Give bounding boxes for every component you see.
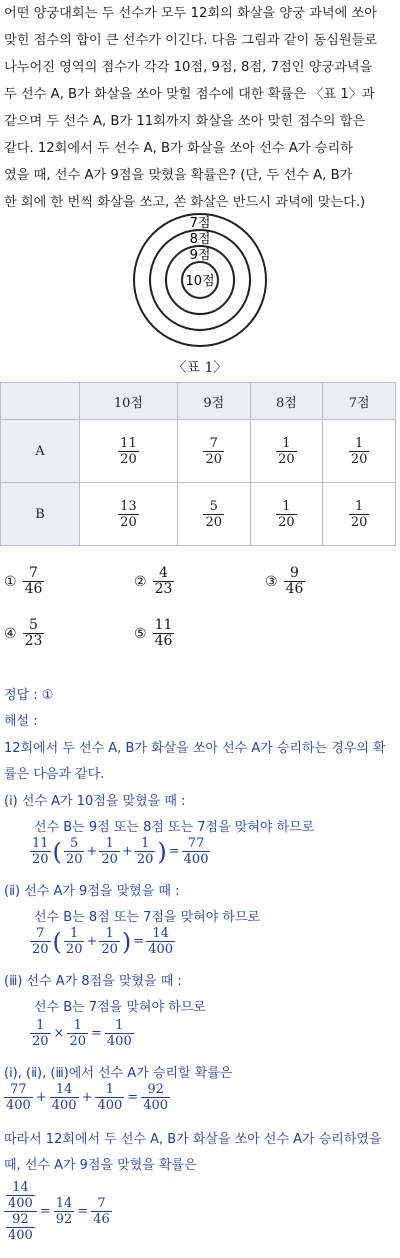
question-line: 같으며 두 선수 A, B가 11회까지 화살을 쏘아 맞힌 점수의 합은 [4,114,366,129]
target-label-10: 10점 [185,274,215,289]
question-text [4,0,398,216]
case-2-formula: $\frac{7}{20}$ ( $\frac{1}{20}$ + $\frac{1}{20}$ ) = $\frac{14}{400}$ [32,926,174,957]
solution-heading: 해설 : [4,714,38,729]
target-label-7: 7점 [189,216,211,231]
table-cell: $\frac{7}{20}$ [177,420,250,483]
table-cell: $\frac{5}{20}$ [177,483,250,546]
table-row [1,483,396,546]
choice-2[interactable]: ② $\frac{4}{23}$ [134,565,173,597]
table-cell: $\frac{11}{20}$ [80,420,178,483]
table-header-cell: 7점 [323,383,396,420]
row-label: A [1,420,80,483]
choice-5[interactable]: ⑤ $\frac{11}{46}$ [134,617,173,649]
question-line: 였을 때, 선수 A가 9점을 맞혔을 확률은? (단, 두 선수 A, B가 [4,168,353,183]
table-header-cell: 10점 [80,383,178,420]
sum-title: (ⅰ), (ⅱ), (ⅲ)에서 선수 A가 승리할 확률은 [4,1066,233,1081]
row-label: B [1,483,80,546]
table-row [1,420,396,483]
case-1-formula: $\frac{11}{20}$ ( $\frac{5}{20}$ + $\frac{1}{20}$ + $\frac{1}{20}$ ) = $\frac{77}{400}$ [32,836,209,867]
choice-1[interactable]: ① $\frac{7}{46}$ [4,565,43,597]
table-cell: $\frac{1}{20}$ [250,420,323,483]
table-cell: $\frac{1}{20}$ [323,420,396,483]
question-line: 나누어진 영역의 점수가 각각 10점, 9점, 8점, 7점인 양궁과녁을 [4,60,373,75]
question-line: 어떤 양궁대회는 두 선수가 모두 12회의 화살을 양궁 과녁에 쏘아 [4,6,377,21]
final-formula: $\frac{\frac{14}{400}}{\frac{92}{400}}$ = $\frac{14}{92}$ = $\frac{7}{46}$ [4,1180,112,1243]
table-cell: $\frac{1}{20}$ [323,483,396,546]
choice-4[interactable]: ④ $\frac{5}{23}$ [4,617,43,649]
table-header-cell: 8점 [250,383,323,420]
case-1-title: (ⅰ) 선수 A가 10점을 맞혔을 때 : [4,794,186,809]
case-3-desc: 선수 B는 7점을 맞혀야 하므로 [34,1000,206,1015]
case-3-title: (ⅲ) 선수 A가 8점을 맞혔을 때 : [4,974,182,989]
solution-intro: 률은 다음과 같다. [4,767,105,782]
solution-intro: 12회에서 두 선수 A, B가 화살을 쏘아 선수 A가 승리하는 경우의 확 [4,741,386,756]
choice-3[interactable]: ③ $\frac{9}{46}$ [265,565,304,597]
table-caption: 〈표 1〉 [172,360,228,376]
question-line: 두 선수 A, B가 화살을 쏘아 맞힐 점수에 대한 확률은 〈표 1〉과 [4,87,375,102]
question-line: 같다. 12회에서 두 선수 A, B가 화살을 쏘아 선수 A가 승리하 [4,141,353,156]
probability-table [0,382,396,546]
answer-line: 정답 : ① [4,688,54,703]
target-label-8: 8점 [189,232,211,247]
target-label-9: 9점 [189,248,211,263]
sum-formula: $\frac{77}{400}$ + $\frac{14}{400}$ + $\frac{1}{400}$ = $\frac{92}{400}$ [6,1082,169,1113]
case-2-title: (ⅱ) 선수 A가 9점을 맞혔을 때 : [4,884,180,899]
question-line: 한 회에 한 번씩 화살을 쏘고, 쏜 화살은 반드시 과녁에 맞는다.) [4,195,366,210]
table-header-cell [1,383,80,420]
final-line: 따라서 12회에서 두 선수 A, B가 화살을 쏘아 선수 A가 승리하였을 [4,1132,382,1147]
table-cell: $\frac{1}{20}$ [250,483,323,546]
case-1-desc: 선수 B는 9점 또는 8점 또는 7점을 맞혀야 하므로 [34,820,315,835]
case-3-formula: $\frac{1}{20}$ × $\frac{1}{20}$ = $\frac{1}{400}$ [32,1018,132,1049]
case-2-desc: 선수 B는 8점 또는 7점을 맞혀야 하므로 [34,910,261,925]
table-header-row [1,383,396,420]
final-line: 때, 선수 A가 9점을 맞혔을 확률은 [4,1158,197,1173]
question-line: 맞힌 점수의 합이 큰 선수가 이긴다. 다음 그림과 같이 동심원들로 [4,33,378,48]
table-header-cell: 9점 [177,383,250,420]
table-cell: $\frac{13}{20}$ [80,483,178,546]
archery-target-figure [130,210,270,350]
